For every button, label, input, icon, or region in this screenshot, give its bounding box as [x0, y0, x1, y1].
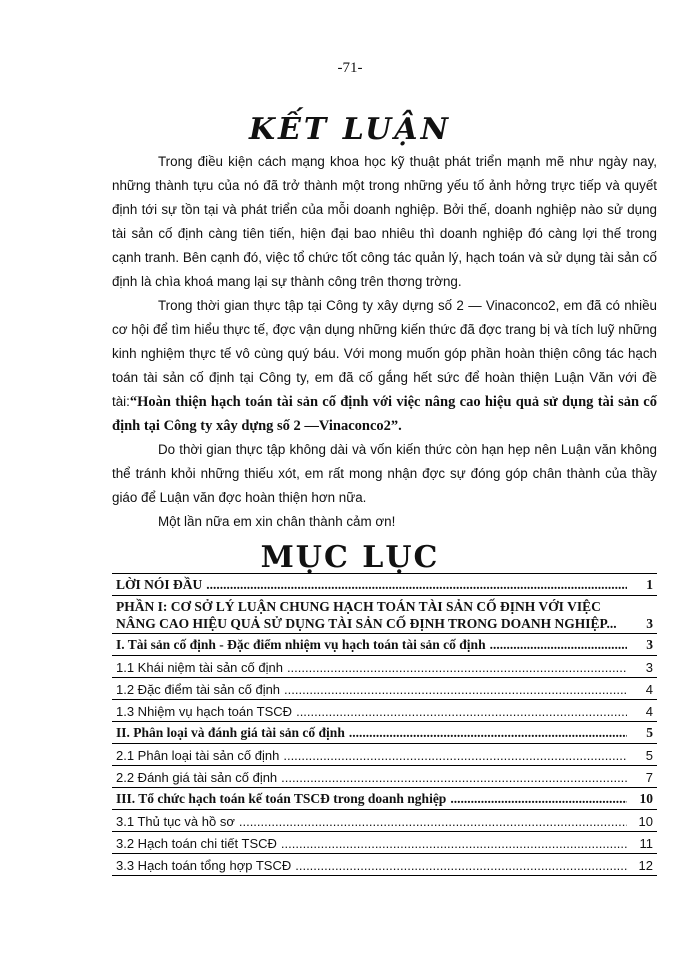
toc-entry-label: 1.2 Đặc điểm tài sản cố định — [116, 682, 281, 697]
toc-leader-dots — [296, 704, 627, 719]
toc-entry[interactable] — [112, 744, 657, 766]
toc-entry[interactable] — [112, 788, 657, 810]
toc-entry-label: PHẦN I: CƠ SỞ LÝ LUẬN CHUNG HẠCH TOÁN TÀI SẢN CỐ ĐỊNH VỚI VIỆC — [116, 599, 601, 614]
conclusion-paragraph: Do thời gian thực tập không dài và vốn kiến thức còn hạn hẹp nên Luận văn không thể tránh khỏi những thiếu xót, em rất mong nhận đợc sự đóng góp chân thành của thầy giáo để Luận văn đợc hoàn thiện hơn nữa. — [112, 442, 657, 505]
conclusion-paragraph: Một lần nữa em xin chân thành cảm ơn! — [158, 514, 396, 529]
toc-entry-label: I. Tài sản cố định - Đặc điểm nhiệm vụ hạch toán tài sản cố định — [116, 637, 486, 652]
conclusion-body — [112, 150, 657, 534]
toc-entry-label-continued: NÂNG CAO HIỆU QUẢ SỬ DỤNG TÀI SẢN CỐ ĐỊNH TRONG DOANH NGHIỆP... — [116, 616, 617, 631]
toc-leader-dots — [281, 836, 627, 851]
conclusion-title: KẾT LUẬN — [248, 112, 452, 147]
toc-entry-label: 2.1 Phân loại tài sản cố định — [116, 748, 280, 763]
toc-entry-label: 1.3 Nhiệm vụ hạch toán TSCĐ — [116, 704, 293, 719]
toc-entry[interactable] — [112, 574, 657, 596]
toc-entry[interactable] — [112, 596, 657, 634]
toc-leader-dots — [490, 637, 627, 653]
toc-entry-label: 3.1 Thủ tục và hồ sơ — [116, 814, 235, 829]
toc-entry[interactable] — [112, 722, 657, 744]
toc-entry[interactable] — [112, 810, 657, 832]
toc-entry-page: 11 — [639, 836, 653, 851]
toc-entry-page: 10 — [639, 791, 653, 806]
toc-entry[interactable] — [112, 832, 657, 854]
toc-leader-dots — [349, 725, 627, 741]
toc-entry-page: 1 — [646, 577, 653, 592]
toc-entry-page: 4 — [645, 682, 653, 697]
thesis-topic: “Hoàn thiện hạch toán tài sản cố định với việc nâng cao hiệu quả sử dụng tài sản cố định tại Công ty xây dựng số 2 —Vinaconco2”. — [112, 394, 657, 434]
toc-leader-dots — [450, 791, 627, 807]
toc-entry[interactable] — [112, 766, 657, 788]
toc-leader-dots — [287, 660, 627, 675]
toc-entry-label: 2.2 Đánh giá tài sản cố định — [116, 770, 278, 785]
toc-entry[interactable] — [112, 678, 657, 700]
toc-leader-dots — [283, 748, 627, 763]
toc-entry-label: 3.3 Hạch toán tổng hợp TSCĐ — [116, 858, 292, 873]
toc-entry-page: 7 — [645, 770, 653, 785]
toc-leader-dots — [295, 858, 627, 873]
toc-entry-label: LỜI NÓI ĐẦU — [116, 577, 203, 592]
toc-entry-page: 3 — [645, 660, 653, 675]
toc-entry-page: 5 — [645, 748, 653, 763]
paragraph-text: Trong thời gian thực tập tại Công ty xây dựng số 2 — Vinaconco2, em đã có nhiều cơ hội để tìm hiểu thực tế, đợc vận dụng những kiến thức đã đợc trang bị và tích luỹ những kinh nghiệm thực tế vô cùng quý báu. Với mong muốn góp phần hoàn thiện công tác hạch toán tài sản cố định tại Công ty, em đã cố gắng hết sức để hoàn thiện Luận Văn với đề tài: — [112, 298, 657, 409]
toc-title: MỤC LỤC — [260, 540, 440, 575]
toc-entry-label: II. Phân loại và đánh giá tài sản cố định — [116, 725, 345, 740]
conclusion-paragraph: Trong điều kiện cách mạng khoa học kỹ thuật phát triển mạnh mẽ như ngày nay, những thành tựu của nó đã trở thành một trong những yếu tố ảnh hởng trực tiếp và quyết định tới sự tồn tại và phát triển của mỗi doanh nghiệp. Bởi thế, doanh nghiệp nào sử dụng tài sản cố định càng tiên tiến, hiện đại bao nhiêu thì doanh nghiệp đó càng lợi thế trong cạnh tranh. Bên cạnh đó, việc tổ chức tốt công tác quản lý, hạch toán và sử dụng tài sản cố định là chìa khoá mang lại sự thành công trên thơng trờng. — [112, 154, 657, 289]
toc-entry-page: 12 — [638, 858, 653, 873]
toc-leader-dots — [206, 577, 627, 593]
toc-entry-page: 5 — [646, 725, 653, 740]
toc-leader-dots — [284, 682, 627, 697]
toc-entry-label: 3.2 Hạch toán chi tiết TSCĐ — [116, 836, 277, 851]
toc-entry-page: 3 — [646, 616, 653, 631]
toc-entry-page: 3 — [646, 637, 653, 652]
toc-leader-dots — [281, 770, 627, 785]
toc-entry[interactable] — [112, 700, 657, 722]
toc-entry[interactable] — [112, 656, 657, 678]
toc-entry-label: 1.1 Khái niệm tài sản cố định — [116, 660, 283, 675]
toc-entry[interactable] — [112, 854, 657, 876]
toc-leader-dots — [239, 814, 627, 829]
toc-entry-page: 10 — [638, 814, 653, 829]
toc-entry-label: III. Tổ chức hạch toán kế toán TSCĐ trong doanh nghiệp — [116, 791, 447, 806]
table-of-contents — [112, 573, 657, 876]
conclusion-paragraph — [112, 294, 657, 438]
toc-entry[interactable] — [112, 634, 657, 656]
toc-entry-page: 4 — [645, 704, 653, 719]
page-number: -71- — [337, 60, 363, 76]
